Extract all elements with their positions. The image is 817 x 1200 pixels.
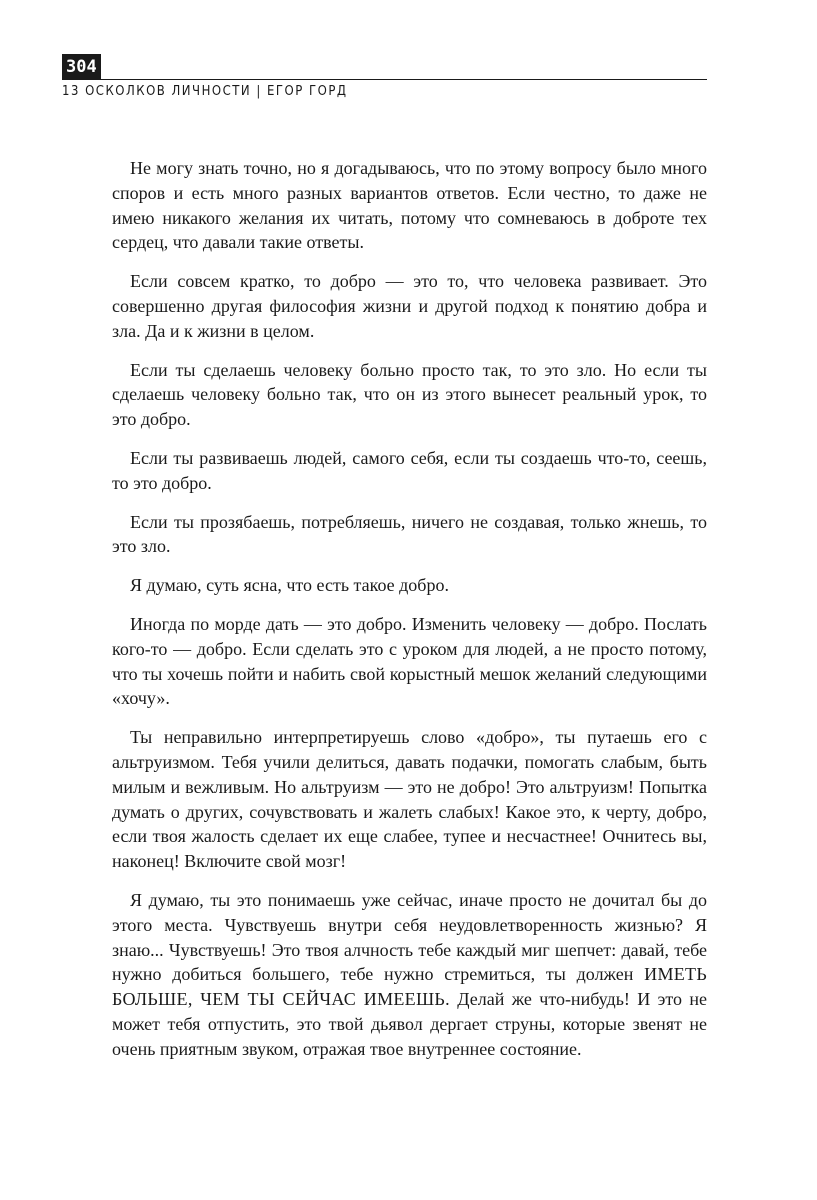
paragraph-4: Если ты развиваешь людей, самого себя, если ты создаешь что-то, сеешь, то это добро. [112,447,707,493]
page-number: 304 [62,54,101,80]
caps-phrase: ИМЕТЬ БОЛЬШЕ, ЧЕМ ТЫ СЕЙЧАС ИМЕЕШЬ. [112,964,707,1010]
running-head: 13 ОСКОЛКОВ ЛИЧНОСТИ | ЕГОР ГОРД [62,84,348,99]
paragraph-1: Не могу знать точно, но я догадываюсь, что по этому вопросу было много споров и есть много разных вариантов ответов. Если честно, то даже не имею никакого желания их читать, потому что сомневаюсь в доброте тех сердец, что давали такие ответы. [112,158,707,253]
paragraph-6: Я думаю, суть ясна, что есть такое добро. [130,575,449,596]
paragraph-3: Если ты сделаешь человеку больно просто так, то это зло. Но если ты сделаешь человеку больно так, что он из этого вынесет реальный урок, то это добро. [112,359,707,430]
paragraph-2: Если совсем кратко, то добро — это то, что человека развивает. Это совершенно другая философия жизни и другой подход к понятию добра и зла. Да и к жизни в целом. [112,271,707,341]
paragraph-9 [112,888,707,1062]
header-rule [62,79,707,80]
paragraph-7: Иногда по морде дать — это добро. Изменить человеку — добро. Послать кого-то — добро. Если сделать это с уроком для людей, а не просто потому, что ты хочешь пойти и набить свой корыстный мешок желаний следующими «хочу». [112,613,707,709]
body-text [112,156,707,1076]
paragraph-8: Ты неправильно интерпретируешь слово «добро», ты путаешь его с альтруизмом. Тебя учили делиться, давать подачки, помогать слабым, быть милым и вежливым. Но альтруизм — это не добро! Это альтруизм! Попытка думать о других, сочувствовать и жалеть слабых! Какое это, к черту, добро, если твоя жалость сделает их еще слабее, тупее и несчастнее! Очнитесь вы, наконец! Включите свой мозг! [112,727,707,872]
paragraph-5: Если ты прозябаешь, потребляешь, ничего не создавая, только жнешь, то это зло. [112,511,707,557]
paragraph-9-start: Я думаю, ты это понимаешь уже сейчас, иначе просто не дочитал бы до этого места. Чувствуешь внутри себя неудовлетворенность жизнью? Я знаю... Чувствуешь! Это твоя алчность тебе каждый миг шепчет: давай, тебе нужно добиться большего, тебе нужно стремиться, ты должен [112,889,707,985]
paragraph-9-end: Делай же что-нибудь! И это не может тебя отпустить, это твой дьявол дергает струны, которые звенят не очень приятным звуком, отражая твое внутреннее состояние. [112,989,707,1059]
